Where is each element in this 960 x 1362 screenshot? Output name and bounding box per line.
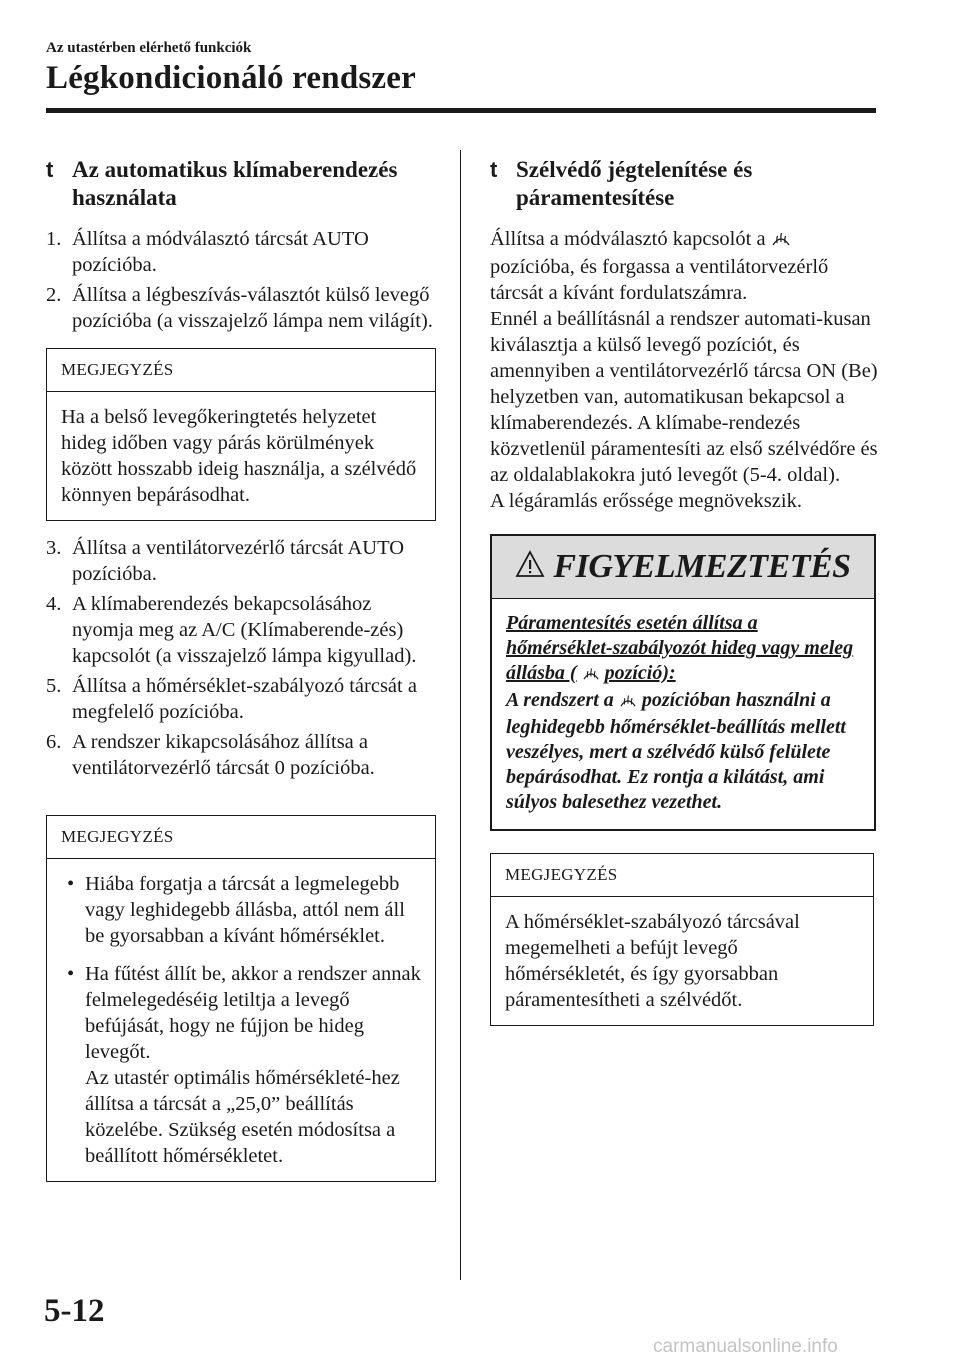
- step-item: [46, 226, 436, 278]
- note-header: MEGJEGYZÉS: [491, 854, 873, 897]
- defrost-paragraph: A légáramlás erőssége megnövekszik.: [490, 490, 802, 512]
- note-text: Ha a belső levegőkeringtetés helyzetet hideg időben vagy párás körülmények között hosszabb ideig használja, a szélvédő könnyen bepárásodhat.: [61, 406, 417, 506]
- note-list-item: [61, 961, 421, 1169]
- section-heading-auto-climate: [46, 156, 436, 212]
- section-heading-defrost: [490, 156, 880, 212]
- step-text: Állítsa a hőmérséklet-szabályozó tárcsát a megfelelő pozícióba.: [72, 675, 417, 723]
- warning-triangle-icon: [515, 550, 545, 585]
- warning-text: A rendszert a: [506, 689, 614, 711]
- warning-box: [490, 534, 876, 831]
- defroster-icon: [582, 663, 600, 688]
- left-column: [46, 156, 436, 1196]
- step-text: Állítsa a ventilátorvezérlő tárcsát AUTO pozícióba.: [72, 537, 405, 585]
- bullet-dot-icon: •: [67, 873, 75, 895]
- note-item-text: Hiába forgatja a tárcsát a legmelegebb vagy leghidegebb állásba, attól nem áll be gyorsabban a kívánt hőmérséklet.: [85, 873, 405, 947]
- section-bullet-icon: t: [46, 157, 54, 182]
- note-header: MEGJEGYZÉS: [47, 349, 435, 392]
- step-item: [46, 535, 436, 587]
- warning-title: FIGYELMEZTETÉS: [553, 548, 851, 585]
- note-text: A hőmérséklet-szabályozó tárcsával megemelheti a befújt levegő hőmérsékletét, és így gyorsabban páramentesítheti a szélvédőt.: [505, 911, 800, 1011]
- note-item-text: Ha fűtést állít be, akkor a rendszer annak felmelegedéséig letiltja a levegő befújását, hogy ne fújjon be hideg levegőt. Az utastér optimális hőmérsékleté-hez állítsa a tárcsát a „25,0” beállítás közelébe. Szükség esetén módosítsa a beállított hőmérsékletet.: [85, 963, 421, 1167]
- defroster-icon: [619, 690, 637, 715]
- warning-body: [492, 599, 874, 829]
- step-text: A rendszer kikapcsolásához állítsa a ventilátorvezérlő tárcsát 0 pozícióba.: [72, 731, 375, 779]
- warning-underlined-text: pozíció):: [604, 662, 676, 684]
- watermark: carmanualsonline.info: [653, 1336, 838, 1357]
- step-number: 4.: [46, 593, 62, 615]
- defrost-paragraph: Ennél a beállításnál a rendszer automati-kusan kiválasztja a külső levegő pozíciót, és amennyiben a ventilátorvezérlő tárcsa ON (Be) helyzetben van, automatikusan bekapcsol a klímaberendezés. A klímabe-rendezés közvetlenül páramentesíti az első szélvédőre és az oldalablakokra jutó levegőt (5-4. oldal).: [490, 308, 878, 486]
- step-item: [46, 673, 436, 725]
- step-number: 3.: [46, 537, 62, 559]
- section-heading-text: Szélvédő jégtelenítése és páramentesítése: [516, 157, 753, 210]
- step-text: Állítsa a légbeszívás-választót külső levegő pozícióba (a visszajelző lámpa nem világít).: [72, 284, 433, 332]
- right-column: [490, 156, 880, 1040]
- paragraph-text: pozícióba, és forgassa a ventilátorvezérlő tárcsát a kívánt fordulatszámra.: [490, 256, 829, 304]
- note-box: [46, 348, 436, 521]
- page-number: 5-12: [44, 1293, 105, 1329]
- note-box: [46, 815, 436, 1182]
- warning-text: pozícióban használni a leghidegebb hőmérséklet-beállítás mellett veszélyes, mert a szélvédő külső felülete bepárásodhat. Ez rontja a kilátást, ami súlyos balesethez vezethet.: [506, 689, 846, 813]
- breadcrumb: Az utastérben elérhető funkciók: [46, 40, 252, 56]
- step-number: 6.: [46, 731, 62, 753]
- step-number: 2.: [46, 284, 62, 306]
- defroster-icon: [771, 228, 791, 254]
- note-header: MEGJEGYZÉS: [47, 816, 435, 859]
- note-body: [47, 859, 435, 1181]
- paragraph-text: Állítsa a módválasztó kapcsolót a: [490, 228, 766, 250]
- step-number: 1.: [46, 228, 62, 250]
- note-box: [490, 853, 874, 1026]
- section-bullet-icon: t: [490, 157, 498, 182]
- note-list-item: [61, 871, 421, 949]
- defrost-paragraph: [490, 226, 880, 306]
- title-rule: [46, 108, 876, 113]
- warning-header: [492, 536, 874, 599]
- page-title: Légkondicionáló rendszer: [46, 60, 416, 96]
- step-text: A klímaberendezés bekapcsolásához nyomja meg az A/C (Klímaberende-zés) kapcsolót (a visszajelző lámpa kigyullad).: [72, 593, 417, 667]
- warning-underlined-text: Páramentesítés esetén állítsa a hőmérséklet-szabályozót hideg vagy meleg állásba (: [506, 612, 854, 684]
- step-item: [46, 729, 436, 781]
- bullet-dot-icon: •: [67, 963, 75, 985]
- section-heading-text: Az automatikus klímaberendezés használata: [72, 157, 398, 210]
- step-item: [46, 591, 436, 669]
- step-item: [46, 282, 436, 334]
- step-text: Állítsa a módválasztó tárcsát AUTO pozícióba.: [72, 228, 369, 276]
- column-divider: [460, 150, 461, 1280]
- step-number: 5.: [46, 675, 62, 697]
